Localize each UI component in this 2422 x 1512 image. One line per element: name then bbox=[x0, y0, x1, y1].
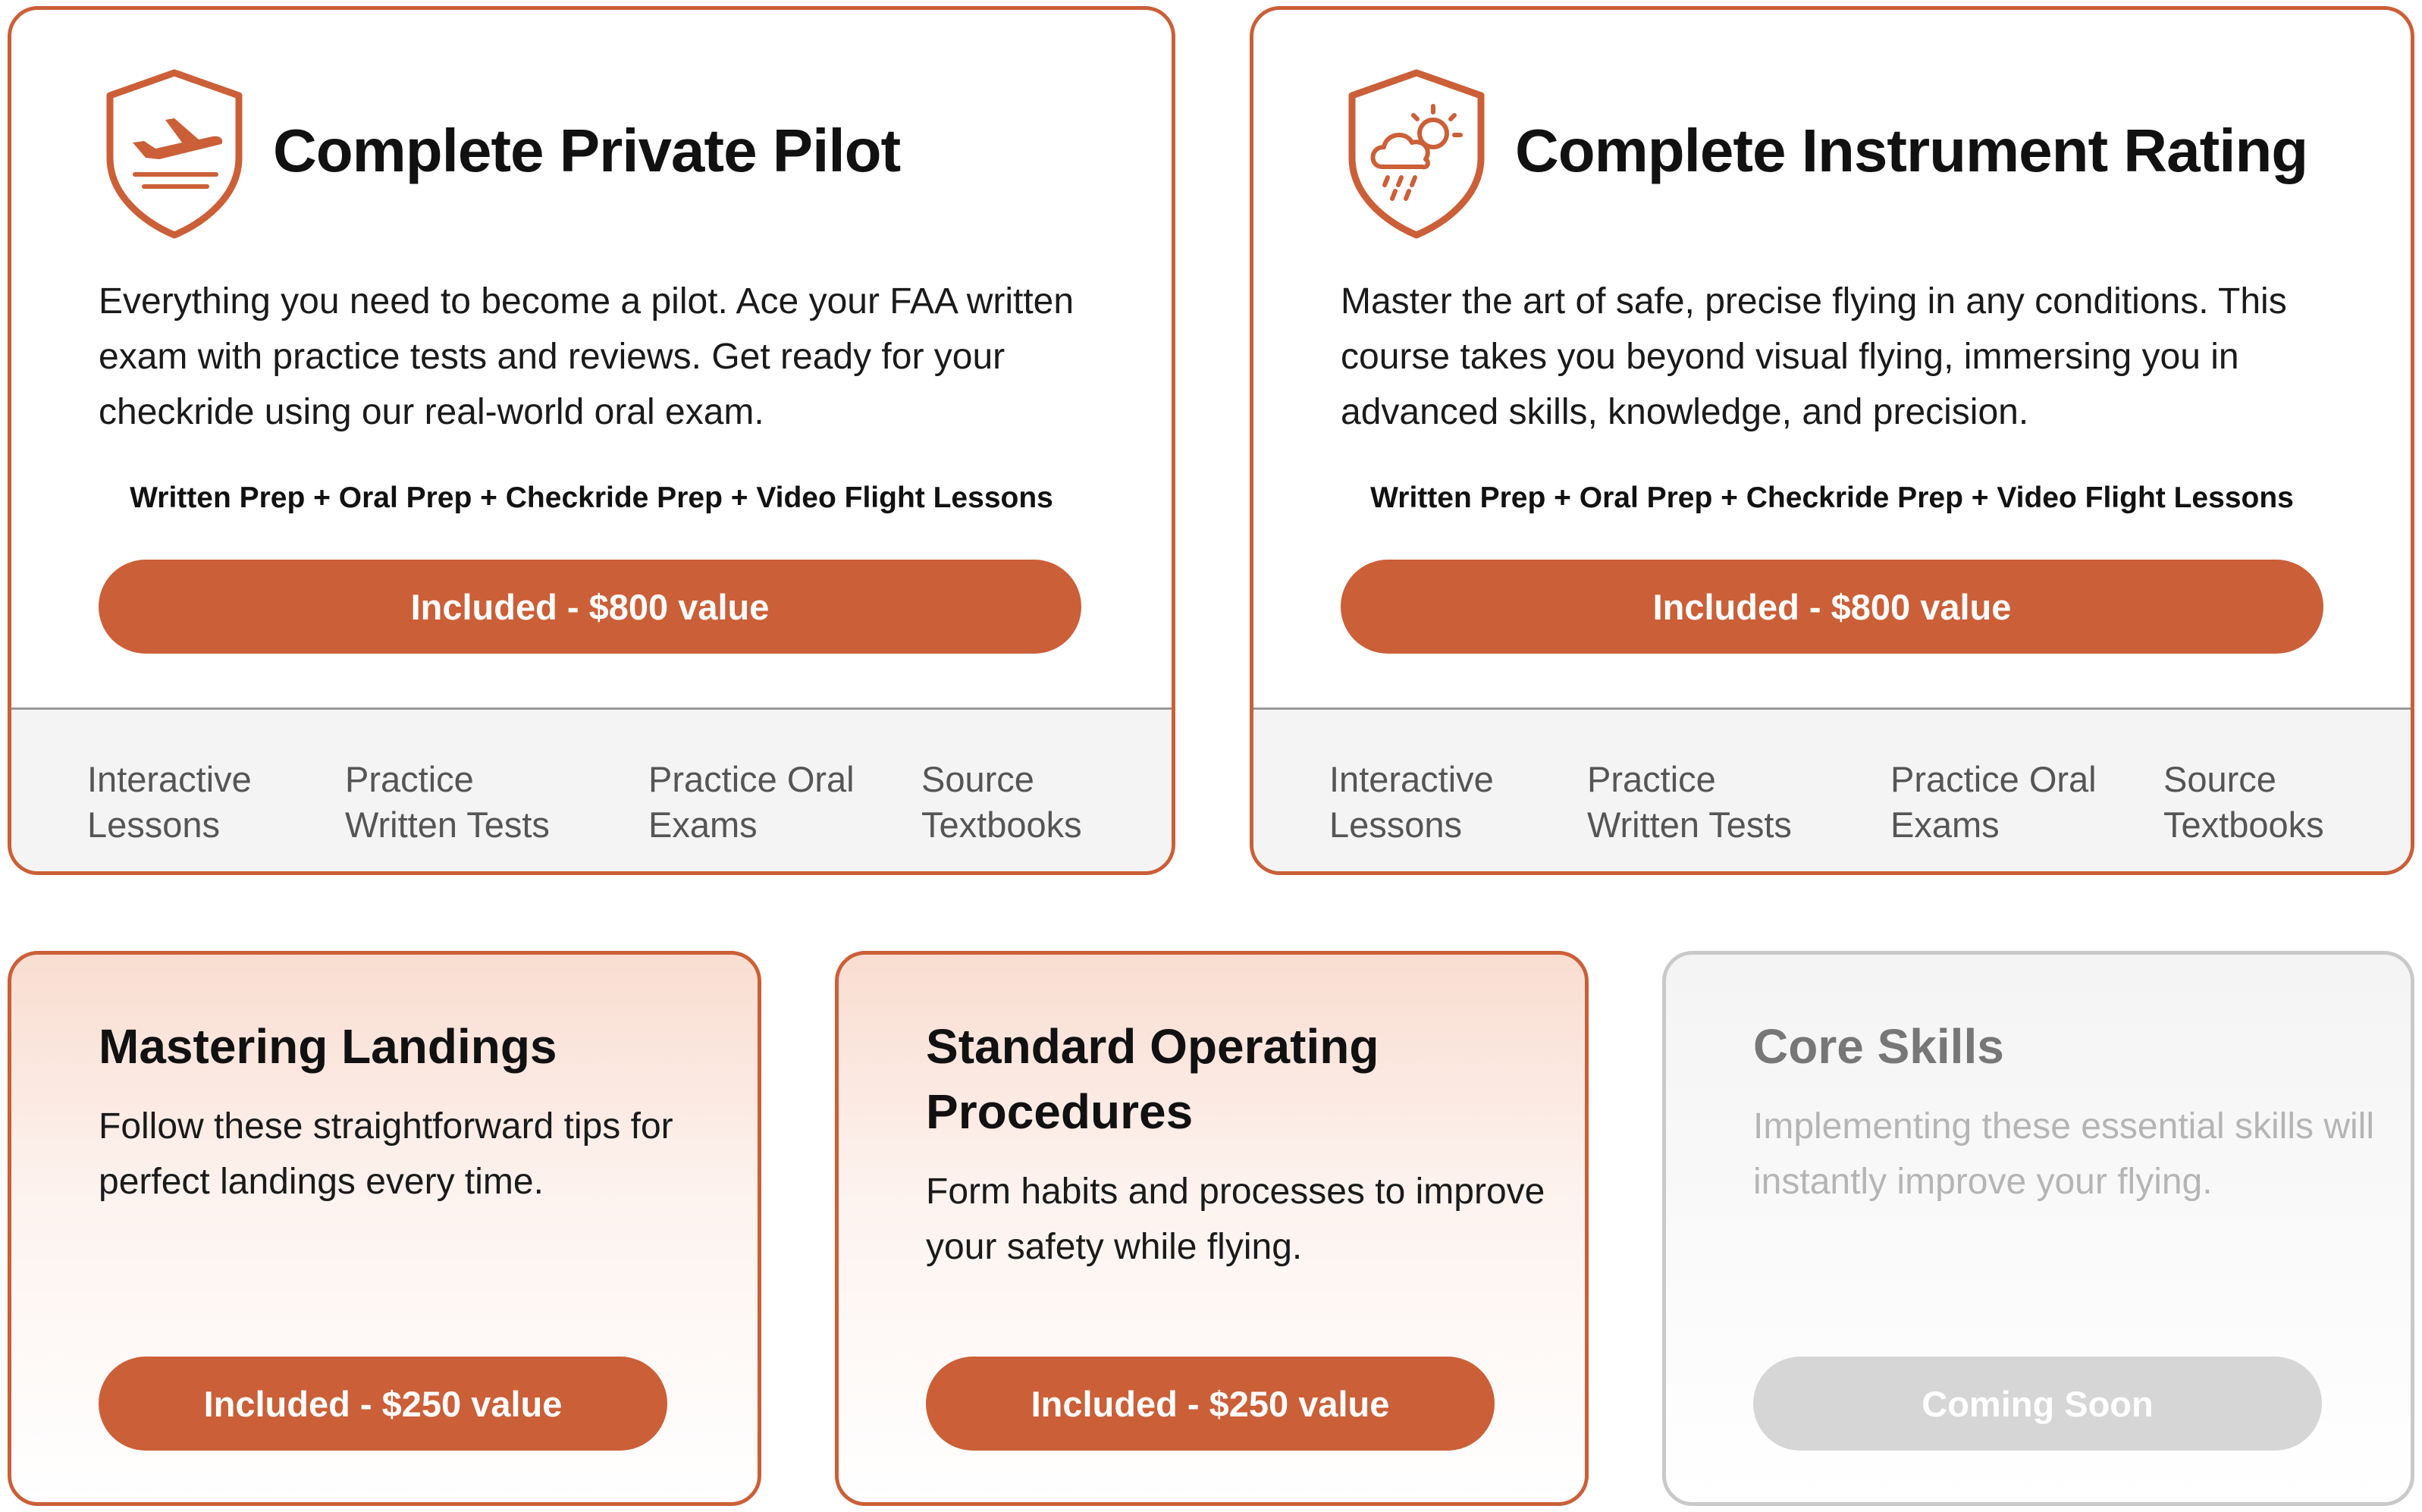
coming-soon-button: Coming Soon bbox=[1753, 1357, 2322, 1451]
mini-course-description: Form habits and processes to improve your safety while flying. bbox=[926, 1172, 1545, 1267]
course-description: Everything you need to become a pilot. Ace your FAA written exam with practice tests and reviews. Get ready for your checkride using our real-world oral exam. bbox=[99, 281, 1075, 432]
course-features: Written Prep + Oral Prep + Checkride Prep + Video Flight Lessons bbox=[1370, 482, 2294, 514]
mini-course-title: Standard Operating Procedures bbox=[926, 1019, 1379, 1139]
weather-shield-icon bbox=[1341, 67, 1492, 241]
mini-course-description: Implementing these essential skills will instantly improve your flying. bbox=[1753, 1106, 2374, 1202]
included-button[interactable]: Included - $250 value bbox=[926, 1357, 1495, 1451]
mini-course-title: Mastering Landings bbox=[99, 1019, 557, 1074]
resource-practice-oral-exams: Practice Oral Exams bbox=[1890, 759, 2097, 845]
mini-course-card-mastering-landings bbox=[8, 951, 761, 1506]
mini-course-description: Follow these straightforward tips for perfect landings every time. bbox=[99, 1106, 673, 1202]
course-title: Complete Private Pilot bbox=[273, 117, 901, 184]
course-card-private-pilot bbox=[8, 6, 1175, 875]
course-card-instrument-rating bbox=[1250, 6, 2414, 875]
resource-practice-written-tests: Practice Written Tests bbox=[345, 759, 550, 845]
airplane-shield-icon bbox=[99, 67, 250, 241]
resources-bar bbox=[1253, 707, 2411, 871]
resource-interactive-lessons: Interactive Lessons bbox=[87, 759, 252, 845]
mini-course-title: Core Skills bbox=[1753, 1019, 2004, 1074]
included-button[interactable]: Included - $250 value bbox=[99, 1357, 667, 1451]
included-button[interactable]: Included - $800 value bbox=[99, 560, 1081, 654]
course-description: Master the art of safe, precise flying in any conditions. This course takes you beyond visual flying, immersing you in advanced skills, knowledge, and precision. bbox=[1341, 281, 2287, 432]
mini-course-card-standard-operating-procedures bbox=[835, 951, 1589, 1506]
resource-source-textbooks: Source Textbooks bbox=[921, 759, 1082, 845]
resource-interactive-lessons: Interactive Lessons bbox=[1329, 759, 1494, 845]
resource-practice-written-tests: Practice Written Tests bbox=[1587, 759, 1792, 845]
included-button[interactable]: Included - $800 value bbox=[1341, 560, 2323, 654]
resource-source-textbooks: Source Textbooks bbox=[2163, 759, 2324, 845]
resources-bar bbox=[11, 707, 1172, 871]
mini-course-card-core-skills bbox=[1662, 951, 2414, 1506]
course-features: Written Prep + Oral Prep + Checkride Prep + Video Flight Lessons bbox=[130, 482, 1053, 514]
course-title: Complete Instrument Rating bbox=[1515, 117, 2308, 184]
resource-practice-oral-exams: Practice Oral Exams bbox=[648, 759, 855, 845]
